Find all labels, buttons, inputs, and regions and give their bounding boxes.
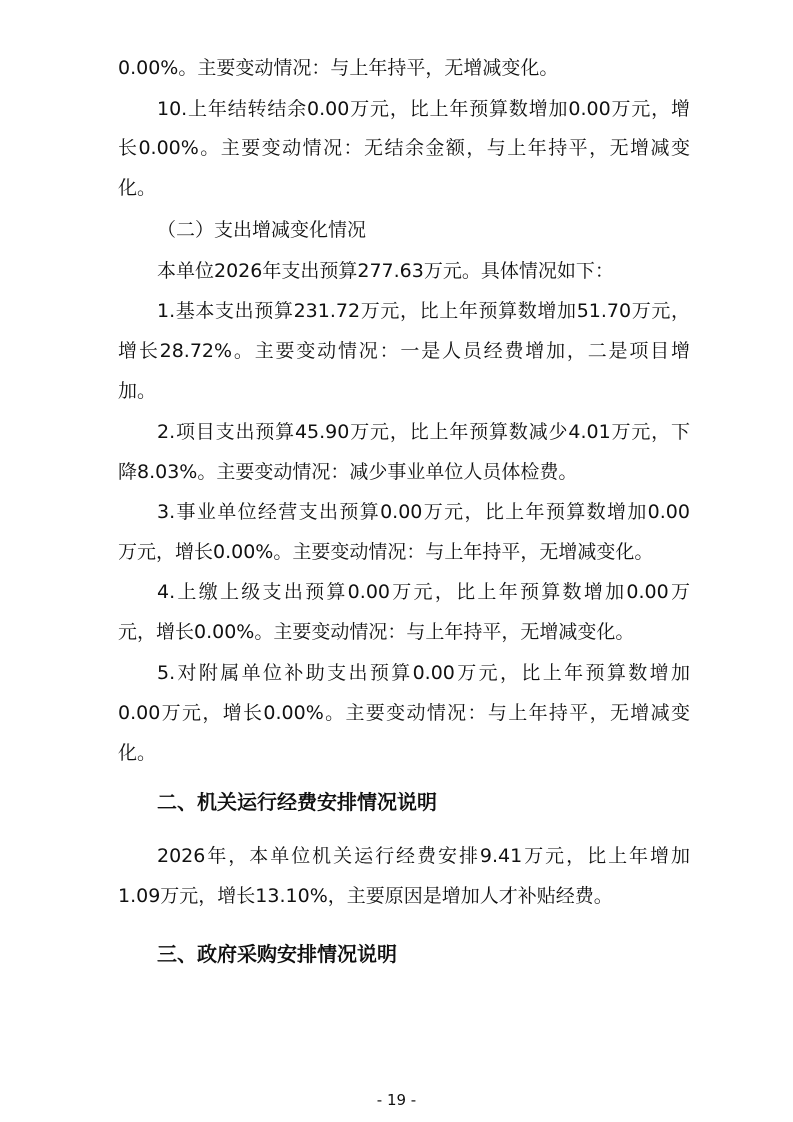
paragraph-line: 3.事业单位经营支出预算0.00万元，比上年预算数增加0.00 [157,501,690,523]
paragraph-line: 1.基本支出预算231.72万元，比上年预算数增加51.70万元， [157,300,690,322]
paragraph-line: 化。 [118,177,157,199]
paragraph-line: 0.00万元，增长0.00%。主要变动情况：与上年持平，无增减变 [118,702,690,724]
paragraph-line: 2026年，本单位机关运行经费安排9.41万元，比上年增加 [157,845,690,867]
section-heading: 二、机关运行经费安排情况说明 [157,790,437,814]
subsection-title: （二）支出增减变化情况 [157,219,367,241]
paragraph-line: 化。 [118,742,157,764]
paragraph-line: 4.上缴上级支出预算0.00万元，比上年预算数增加0.00万 [157,581,690,603]
paragraph-line: 2.项目支出预算45.90万元，比上年预算数减少4.01万元，下 [157,421,690,443]
paragraph-line: 5.对附属单位补助支出预算0.00万元，比上年预算数增加 [157,662,690,684]
paragraph-line: 10.上年结转结余0.00万元，比上年预算数增加0.00万元，增 [157,98,690,120]
paragraph-line: 1.09万元，增长13.10%，主要原因是增加人才补贴经费。 [118,885,613,907]
section-heading: 三、政府采购安排情况说明 [157,942,397,966]
page-number: - 19 - [376,1091,417,1109]
paragraph-line: 降8.03%。主要变动情况：减少事业单位人员体检费。 [118,461,578,483]
paragraph-line: 本单位2026年支出预算277.63万元。具体情况如下： [157,260,614,282]
paragraph-line: 增长28.72%。主要变动情况：一是人员经费增加，二是项目增 [118,340,690,362]
paragraph-line: 0.00%。主要变动情况：与上年持平，无增减变化。 [118,57,559,79]
paragraph-line: 万元，增长0.00%。主要变动情况：与上年持平，无增减变化。 [118,541,654,563]
paragraph-line: 元，增长0.00%。主要变动情况：与上年持平，无增减变化。 [118,621,635,643]
paragraph-line: 加。 [118,380,157,402]
paragraph-line: 长0.00%。主要变动情况：无结余金额，与上年持平，无增减变 [118,137,690,159]
